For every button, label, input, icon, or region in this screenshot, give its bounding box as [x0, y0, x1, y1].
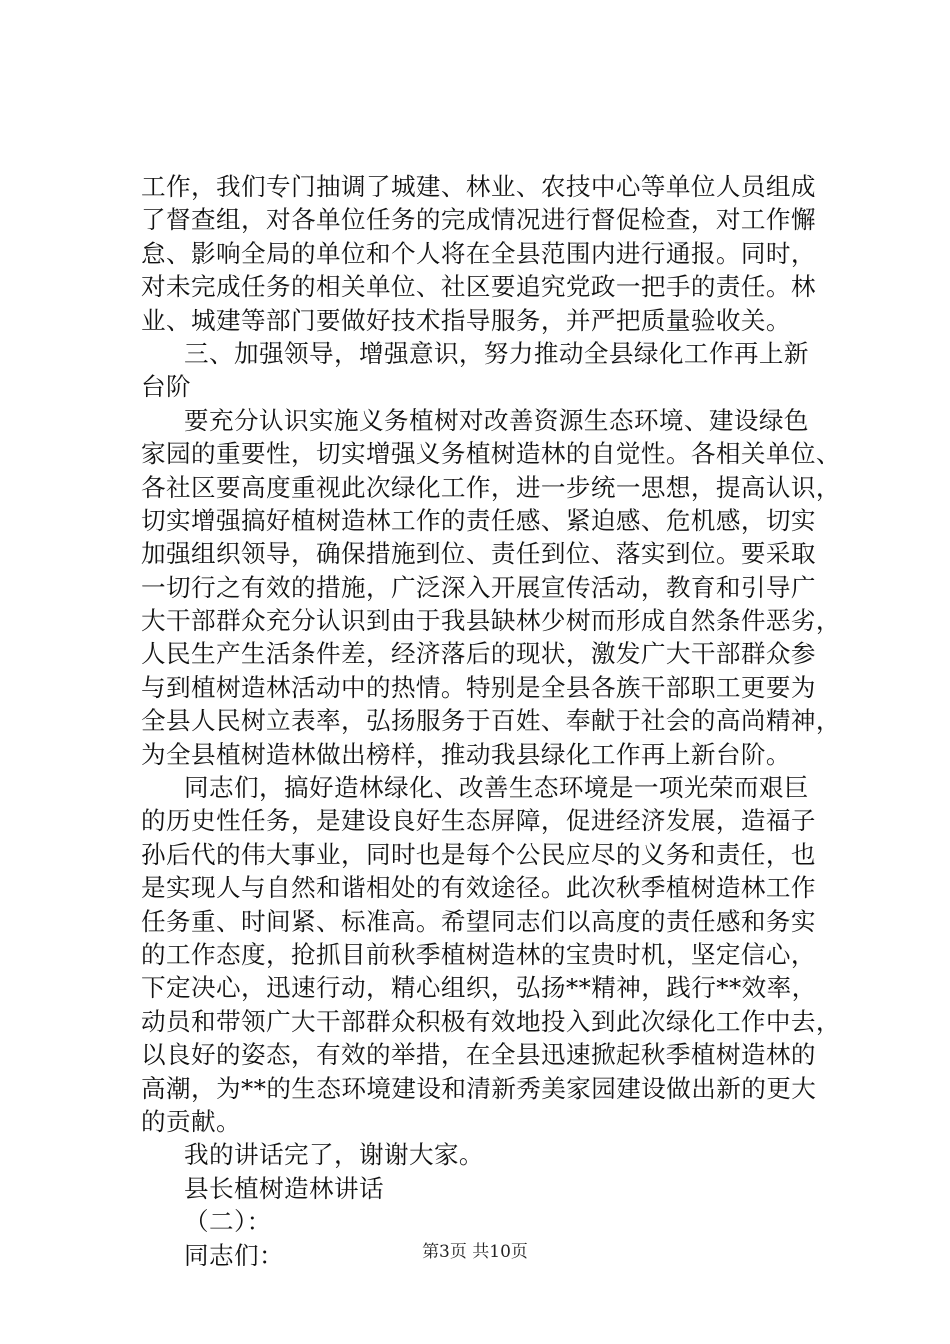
- text-line: 一切行之有效的措施，广泛深入开展宣传活动，教育和引导广: [141, 572, 816, 602]
- text-line: （二）：: [184, 1207, 272, 1237]
- page-number-footer: 第3页 共10页: [422, 1242, 528, 1262]
- text-line: 加强组织领导，确保措施到位、责任到位、落实到位。要采取: [141, 539, 816, 569]
- section-heading-three: [141, 337, 841, 404]
- continuation-paragraph: [141, 170, 841, 337]
- text-line: 以良好的姿态，有效的举措，在全县迅速掀起秋季植树造林的: [141, 1040, 816, 1070]
- text-line: 大干部群众充分认识到由于我县缺林少树而形成自然条件恶劣，: [141, 606, 841, 636]
- text-line: 的历史性任务，是建设良好生态屏障，促进经济发展，造福子: [141, 806, 816, 836]
- heading-line: 三、加强领导，增强意识，努力推动全县绿化工作再上新: [184, 338, 809, 368]
- document-body: [141, 170, 841, 1272]
- text-line: 家园的重要性，切实增强义务植树造林的自觉性。各相关单位、: [141, 439, 841, 469]
- text-line: 怠、影响全局的单位和个人将在全县范围内进行通报。同时，: [141, 238, 816, 268]
- text-line: 同志们，搞好造林绿化、改善生态环境是一项光荣而艰巨: [184, 773, 809, 803]
- text-line: 同志们：: [184, 1240, 284, 1270]
- heading-line: 台阶: [141, 372, 191, 402]
- text-line: 县长植树造林讲话: [184, 1173, 384, 1203]
- closing-paragraph: [141, 771, 841, 1138]
- text-line: 人民生产生活条件差，经济落后的现状，激发广大干部群众参: [141, 639, 816, 669]
- text-line: 业、城建等部门要做好技术指导服务，并严把质量验收关。: [141, 305, 791, 335]
- text-line: 对未完成任务的相关单位、社区要追究党政一把手的责任。林: [141, 272, 816, 302]
- text-line: 要充分认识实施义务植树对改善资源生态环境、建设绿色: [184, 405, 809, 435]
- thanks-line: [141, 1138, 841, 1171]
- text-line: 下定决心，迅速行动，精心组织，弘扬**精神，践行**效率，: [141, 973, 817, 1003]
- text-line: 全县人民树立表率，弘扬服务于百姓、奉献于社会的高尚精神，: [141, 706, 841, 736]
- text-line: 为全县植树造林做出榜样，推动我县绿化工作再上新台阶。: [141, 739, 791, 769]
- text-line: 动员和带领广大干部群众积极有效地投入到此次绿化工作中去，: [141, 1006, 841, 1036]
- text-line: 孙后代的伟大事业，同时也是每个公民应尽的义务和责任，也: [141, 839, 816, 869]
- next-speech-number: [141, 1205, 841, 1238]
- text-line: 各社区要高度重视此次绿化工作，进一步统一思想，提高认识，: [141, 472, 841, 502]
- text-line: 切实增强搞好植树造林工作的责任感、紧迫感、危机感，切实: [141, 505, 816, 535]
- text-line: 的贡献。: [141, 1106, 241, 1136]
- text-line: 任务重、时间紧、标准高。希望同志们以高度的责任感和务实: [141, 906, 816, 936]
- awareness-paragraph: [141, 404, 841, 771]
- text-line: 的工作态度，抢抓目前秋季植树造林的宝贵时机，坚定信心，: [141, 939, 816, 969]
- text-line: 高潮，为**的生态环境建设和清新秀美家园建设做出新的更大: [141, 1073, 817, 1103]
- next-speech-title: [141, 1172, 841, 1205]
- text-line: 我的讲话完了，谢谢大家。: [184, 1140, 484, 1170]
- text-line: 与到植树造林活动中的热情。特别是全县各族干部职工更要为: [141, 672, 816, 702]
- text-line: 工作，我们专门抽调了城建、林业、农技中心等单位人员组成: [141, 172, 816, 201]
- text-line: 了督查组，对各单位任务的完成情况进行督促检查，对工作懈: [141, 205, 816, 235]
- text-line: 是实现人与自然和谐相处的有效途径。此次秋季植树造林工作: [141, 873, 816, 903]
